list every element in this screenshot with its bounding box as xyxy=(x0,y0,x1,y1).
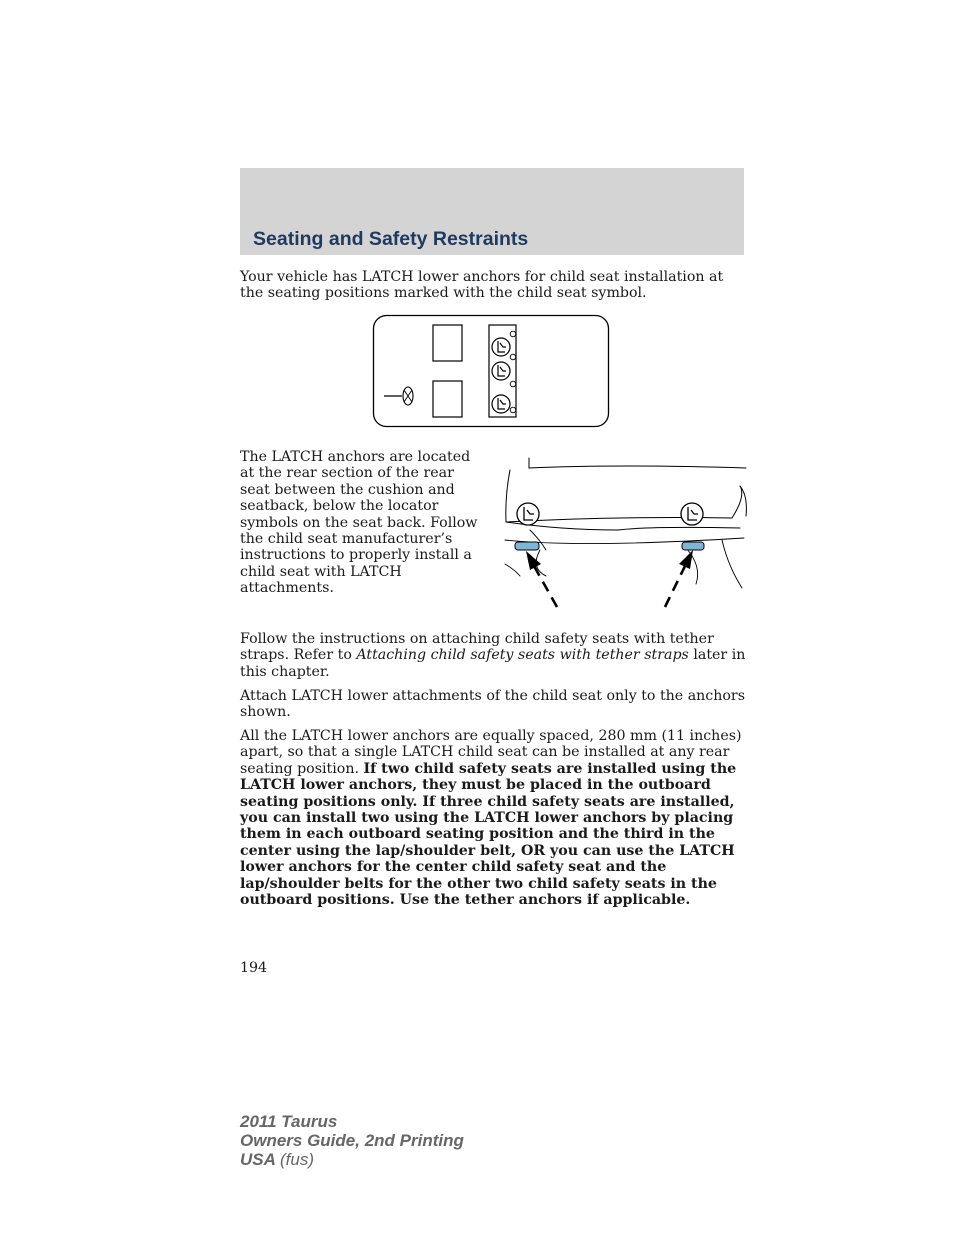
anchor-marker xyxy=(510,381,516,387)
latch-anchor-left xyxy=(515,542,539,550)
tether-paragraph xyxy=(240,631,746,680)
footer-publication-info xyxy=(240,1112,464,1169)
arrow-icon xyxy=(665,550,693,607)
tether-text: Follow the instructions on attaching child safety seats with tether straps. Refer to xyxy=(240,631,714,664)
spacing-warning: If two child safety seats are installed using the LATCH lower anchors, they must be placed in the outboard seating positions only. If three child safety seats are installed, you can install two using the LATCH lower anchors by placing them in each outboard seating position and the third in the center using the lap/shoulder belt, OR you can use the LATCH lower anchors for the center child safety seat and the lap/shoulder belts for the other two child safety seats in the outboard positions. Use the tether anchors if applicable. xyxy=(240,760,737,909)
anchor-marker xyxy=(510,354,516,360)
intro-paragraph: Your vehicle has LATCH lower anchors for child seat installation at the seating positions marked with the child seat symbol. xyxy=(240,269,724,302)
anchor-location-paragraph: The LATCH anchors are located at the rear section of the rear seat between the cushion and seatback, below the locator symbols on the seat back. Follow the child seat manufacturer’s instructions to properly install a child seat with LATCH attachments. xyxy=(240,449,478,597)
footer-code: (fus) xyxy=(280,1150,314,1169)
section-header-band xyxy=(240,168,744,255)
anchor-marker xyxy=(510,331,516,337)
child-seat-icon xyxy=(492,338,510,356)
tether-text-end: later in this chapter. xyxy=(240,647,746,680)
footer-line-2: Owners Guide, 2nd Printing xyxy=(240,1131,464,1150)
front-seat-right xyxy=(433,381,462,417)
child-seat-icon xyxy=(492,362,510,380)
child-seat-icon xyxy=(681,503,703,525)
front-seat-left xyxy=(433,325,462,361)
latch-anchor-right xyxy=(682,542,704,550)
child-seat-icon xyxy=(492,395,510,413)
footer-market: USA xyxy=(240,1150,276,1169)
tether-reference: Attaching child safety seats with tether straps xyxy=(356,647,689,664)
anchor-marker xyxy=(510,407,516,413)
attach-paragraph: Attach LATCH lower attachments of the child seat only to the anchors shown. xyxy=(240,688,745,721)
latch-anchor-illustration xyxy=(500,456,748,612)
footer-line-3 xyxy=(240,1150,464,1169)
arrow-icon xyxy=(526,551,557,607)
section-title: Seating and Safety Restraints xyxy=(253,228,529,250)
footer-line-1: 2011 Taurus xyxy=(240,1112,338,1131)
spacing-text: All the LATCH lower anchors are equally spaced, 280 mm (11 inches) apart, so that a single LATCH child seat can be installed at any rear seating position. xyxy=(240,728,742,777)
spacing-paragraph xyxy=(240,728,746,908)
vehicle-seat-layout-diagram xyxy=(372,314,610,428)
page-number: 194 xyxy=(240,960,268,976)
child-seat-icon xyxy=(517,503,539,525)
